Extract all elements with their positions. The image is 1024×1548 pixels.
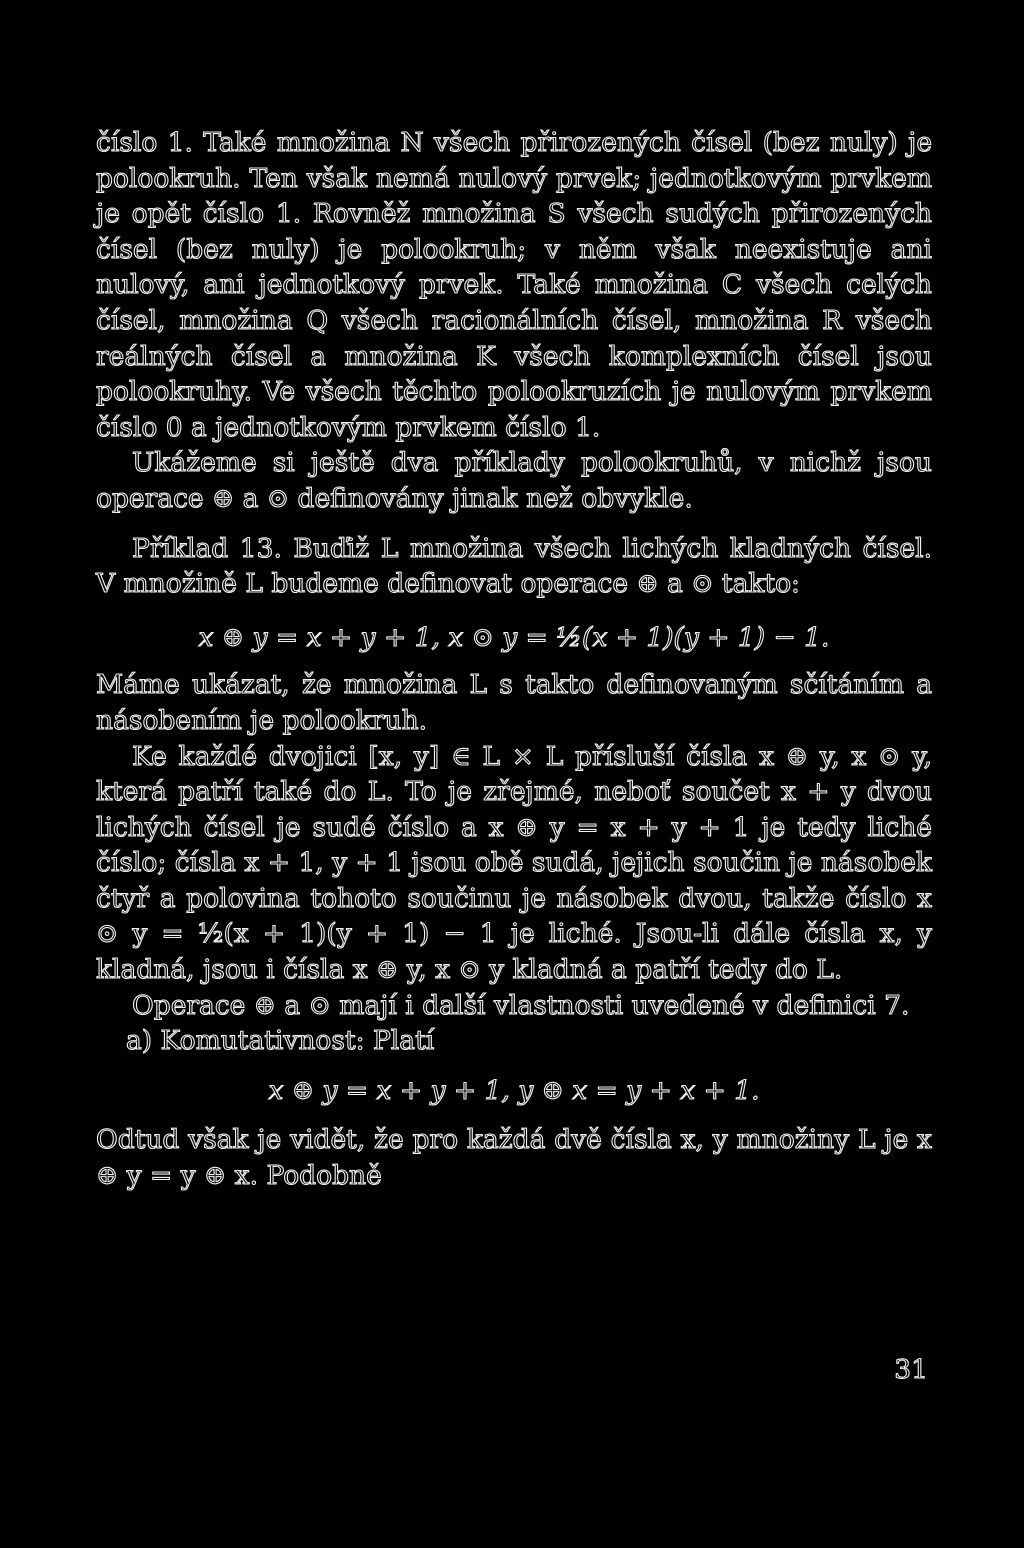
paragraph-closure-proof: Ke každé dvojici [x, y] ∈ L × L přísluší čísla x ⊕ y, x ⊙ y, která patří také do L. To je zřejmé, neboť součet x + y dvou lichých čísel je sudé číslo a x ⊕ y = x + y + 1 je tedy liché číslo; čísla x + 1, y + 1 jsou obě sudá, jejich součin je násobek čtyř a polovina tohoto součinu je násobek dvou, takže číslo x ⊙ y = ½(x + 1)(y + 1) − 1 je liché. Jsou-li dále čísla x, y kladná, jsou i čísla x ⊕ y, x ⊙ y kladná a patří tedy do L. xyxy=(96,740,932,986)
paragraph-task: Máme ukázat, že množina L s takto definovaným sčítáním a násobením je polookruh. xyxy=(96,669,932,736)
formula-commutativity: x ⊕ y = x + y + 1, y ⊕ x = y + x + 1. xyxy=(268,1074,760,1106)
page-text xyxy=(96,125,932,1194)
paragraph-conclusion: Odtud však je vidět, že pro každá dvě čísla x, y množiny L je x ⊕ y = y ⊕ x. Podobně xyxy=(96,1124,932,1192)
formula-operations: x ⊕ y = x + y + 1, x ⊙ y = ½(x + 1)(y + 1) − 1. xyxy=(198,621,830,653)
page-number: 31 xyxy=(894,1354,928,1385)
paragraph-example-13: Příklad 13. Buďiž L množina všech lichých kladných čísel. V množině L budeme definovat operace ⊕ a ⊙ takto: xyxy=(96,532,932,600)
paragraph-semirings-examples: číslo 1. Také množina N všech přirozených čísel (bez nuly) je polookruh. Ten však nemá nulový prvek; jednotkovým prvkem je opět číslo 1. Rovněž množina S všech sudých přirozených čísel (bez nuly) je polookruh; v něm však neexistuje ani nulový, ani jednotkový prvek. Také množina C všech celých čísel, množina Q všech racionálních čísel, množina R všech reálných čísel a množina K všech komplexních čísel jsou polookruhy. Ve všech těchto polookruzích je nulovým prvkem číslo 0 a jednotkovým prvkem číslo 1. xyxy=(96,127,932,443)
paragraph-further-properties: Operace ⊕ a ⊙ mají i další vlastnosti uvedené v definici 7. xyxy=(132,989,910,1021)
list-item-commutativity: a) Komutativnost: Platí xyxy=(126,1025,435,1057)
paragraph-two-examples: Ukážeme si ještě dva příklady polookruhů, v nichž jsou operace ⊕ a ⊙ definovány jinak než obvykle. xyxy=(96,447,932,514)
